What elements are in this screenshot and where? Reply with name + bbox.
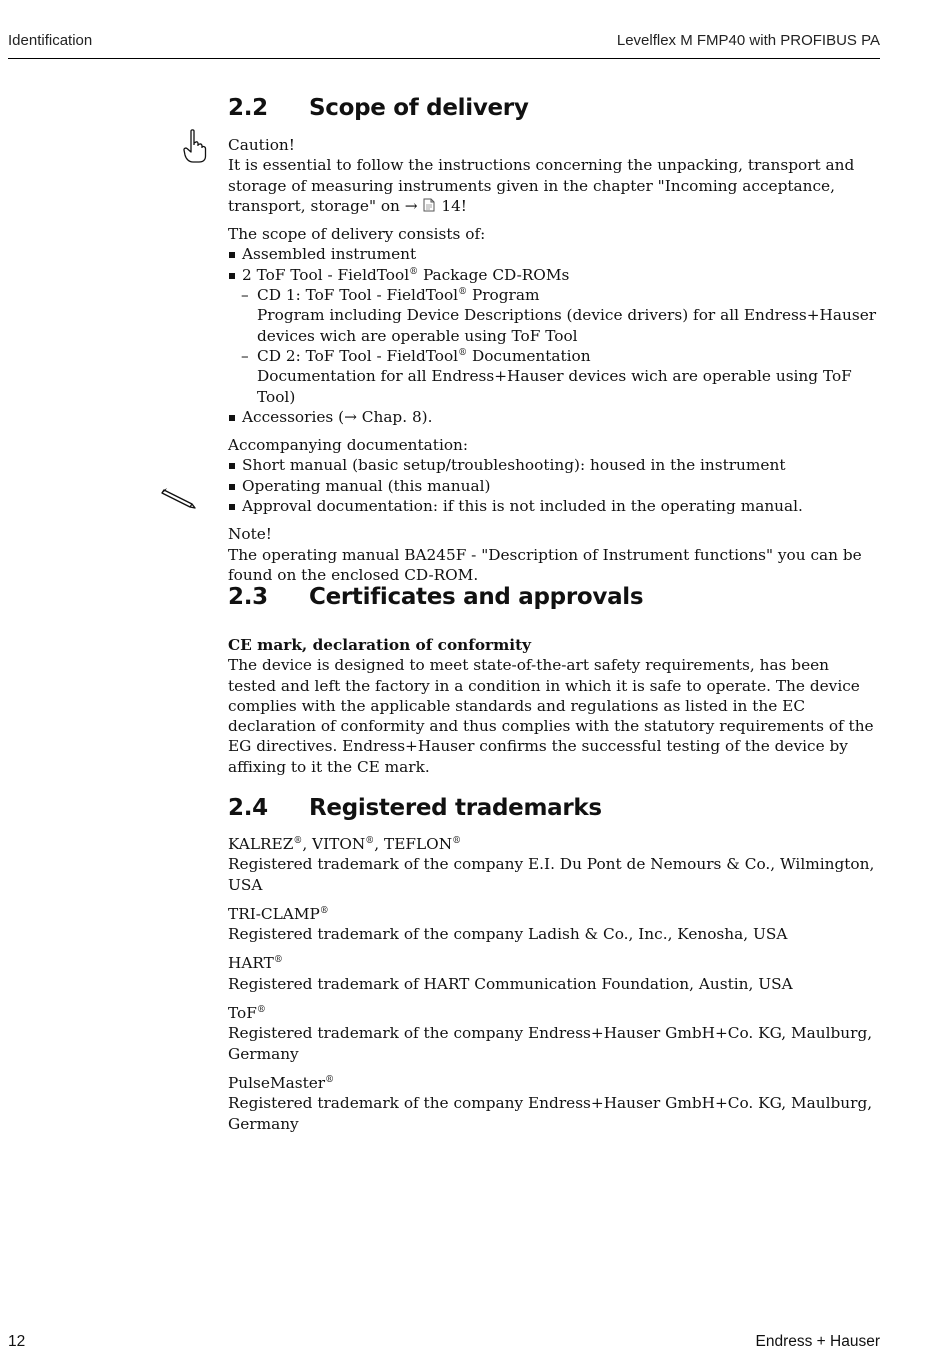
ce-mark-text: The device is designed to meet state-of-the-art safety requirements, has been tested and left the factory in a condition in which it is safe to operate. The device complies with the applicable standards and regulations as listed in the EC declaration of conformity and thus complies with the statutory requirements of the EG directives. Endress+Hauser confirms the successful testing of the device by affixing to it the CE mark. bbox=[228, 656, 874, 776]
list-item: Assembled instrument bbox=[228, 244, 880, 264]
section-number: 2.4 bbox=[228, 795, 268, 821]
footer-company: Endress + Hauser bbox=[755, 1333, 880, 1350]
section-heading-2-3 bbox=[228, 584, 643, 610]
list-subitem-desc: Program including Device Descriptions (device drivers) for all Endress+Hauser devices wich are operable using ToF Tool bbox=[257, 306, 877, 345]
trademark-description: Registered trademark of the company E.I. Du Pont de Nemours & Co., Wilmington, USA bbox=[228, 855, 875, 894]
section-title: Registered trademarks bbox=[309, 795, 602, 821]
section-title: Scope of delivery bbox=[309, 95, 529, 121]
section-heading-2-4 bbox=[228, 795, 602, 821]
list-subitem: – CD 2: ToF Tool - FieldTool® Documentation bbox=[241, 346, 591, 365]
list-subitem: – CD 1: ToF Tool - FieldTool® Program bbox=[241, 286, 540, 305]
caution-label: Caution! bbox=[228, 136, 295, 154]
trademark-description: Registered trademark of the company Ladish & Co., Inc., Kenosha, USA bbox=[228, 925, 788, 944]
trademark-description: Registered trademark of HART Communication Foundation, Austin, USA bbox=[228, 974, 793, 993]
documentation-intro: Accompanying documentation: bbox=[228, 436, 469, 455]
page-reference-icon bbox=[422, 198, 436, 212]
list-item: Short manual (basic setup/troubleshooting): housed in the instrument bbox=[228, 455, 880, 475]
list-item: Accessories (→ Chap. 8). bbox=[228, 407, 880, 427]
delivery-intro: The scope of delivery consists of: bbox=[228, 225, 486, 244]
pencil-note-icon bbox=[160, 486, 200, 510]
scope-of-delivery-body bbox=[228, 135, 880, 585]
header-section-label: Identification bbox=[8, 32, 93, 49]
trademark-name: PulseMaster® bbox=[228, 1073, 335, 1092]
trademark-name: TRI-CLAMP® bbox=[228, 904, 329, 923]
page-number: 12 bbox=[8, 1333, 26, 1350]
pointing-hand-icon bbox=[182, 129, 208, 165]
section-number: 2.3 bbox=[228, 584, 268, 610]
section-number: 2.2 bbox=[228, 95, 268, 121]
list-item: Approval documentation: if this is not included in the operating manual. bbox=[228, 496, 880, 516]
trademarks-body bbox=[228, 834, 880, 1134]
caution-page-ref: 14! bbox=[441, 196, 467, 215]
list-item: Operating manual (this manual) bbox=[228, 476, 880, 496]
trademark-name: ToF® bbox=[228, 1004, 266, 1023]
note-label: Note! bbox=[228, 525, 272, 544]
section-title: Certificates and approvals bbox=[309, 584, 644, 610]
note-text: The operating manual BA245F - "Description of Instrument functions" you can be found on the enclosed CD-ROM. bbox=[228, 545, 862, 584]
trademark-description: Registered trademark of the company Endress+Hauser GmbH+Co. KG, Maulburg, Germany bbox=[228, 1024, 873, 1063]
header-product-title: Levelflex M FMP40 with PROFIBUS PA bbox=[616, 32, 880, 49]
section-heading-2-2 bbox=[228, 95, 529, 121]
trademark-name: KALREZ®, VITON®, TEFLON® bbox=[228, 835, 462, 853]
header-rule bbox=[8, 58, 880, 59]
caution-text: It is essential to follow the instructions concerning the unpacking, transport and storage of measuring instruments given in the chapter "Incoming acceptance, transport, storage" on → 14! bbox=[228, 156, 855, 215]
list-item: 2 ToF Tool - FieldTool® Package CD-ROMs bbox=[228, 265, 880, 285]
certificates-body bbox=[228, 635, 880, 777]
trademark-description: Registered trademark of the company Endress+Hauser GmbH+Co. KG, Maulburg, Germany bbox=[228, 1094, 873, 1133]
trademark-name: HART® bbox=[228, 954, 283, 973]
list-subitem-desc: Documentation for all Endress+Hauser devices wich are operable using ToF Tool) bbox=[257, 367, 852, 406]
ce-mark-heading: CE mark, declaration of conformity bbox=[228, 636, 532, 654]
